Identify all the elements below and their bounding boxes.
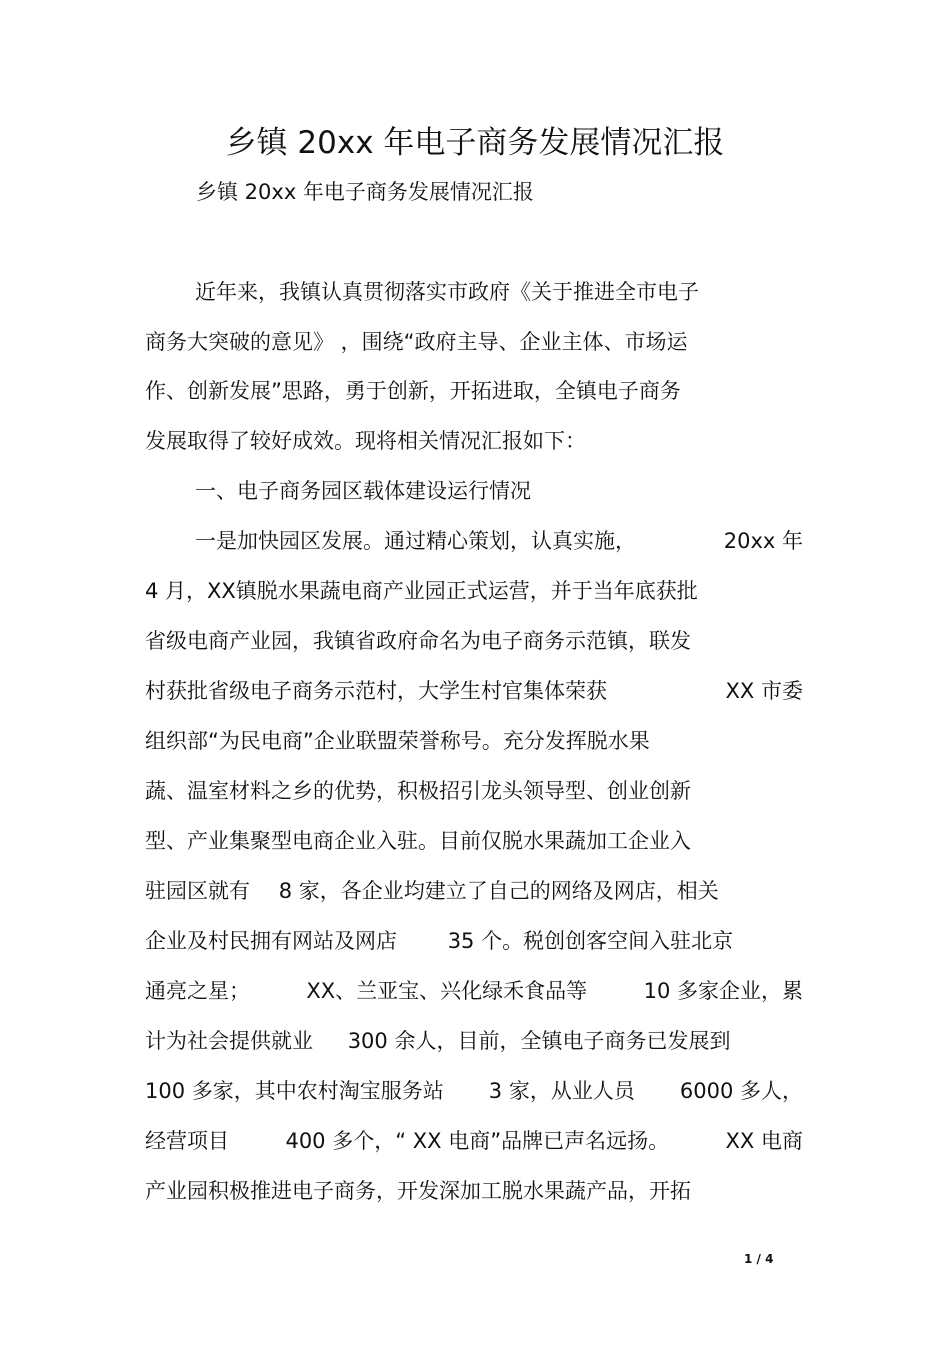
paragraph-line — [195, 523, 803, 559]
line-segment: 10 多家企业，累 — [643, 979, 803, 1003]
paragraph-line — [145, 1023, 730, 1059]
paragraph-line — [145, 873, 719, 909]
line-segment: XX、兰亚宝、兴化绿禾食品等 — [306, 979, 588, 1003]
line-segment: 经营项目 — [145, 1129, 229, 1153]
line-segment: 3 家，从业人员 — [488, 1079, 635, 1103]
line-segment: 20xx 年 — [723, 529, 803, 553]
paragraph-line: 发展取得了较好成效。现将相关情况汇报如下： — [145, 429, 586, 453]
page-number: 1 / 4 — [744, 1252, 774, 1266]
line-segment: XX 电商 — [725, 1129, 803, 1153]
paragraph-line: 省级电商产业园，我镇省政府命名为电子商务示范镇，联发 — [145, 629, 691, 653]
line-segment: XX 市委 — [725, 679, 803, 703]
document-title: 乡镇 20xx 年电子商务发展情况汇报 — [225, 125, 725, 161]
paragraph-line: 蔬、温室材料之乡的优势，积极招引龙头领导型、创业创新 — [145, 779, 691, 803]
paragraph-line — [145, 673, 803, 709]
paragraph-line: 组织部“为民电商”企业联盟荣誉称号。充分发挥脱水果 — [145, 729, 650, 753]
paragraph-line: 产业园积极推进电子商务，开发深加工脱水果蔬产品，开拓 — [145, 1179, 691, 1203]
paragraph-line — [145, 923, 733, 959]
line-segment: 300 余人，目前，全镇电子商务已发展到 — [347, 1029, 731, 1053]
line-segment: 计为社会提供就业 — [145, 1029, 313, 1053]
line-segment: 村获批省级电子商务示范村，大学生村官集体荣获 — [145, 679, 607, 703]
line-segment: 驻园区就有 — [145, 879, 250, 903]
line-segment: 100 多家，其中农村淘宝服务站 — [145, 1079, 444, 1103]
paragraph-line: 商务大突破的意见》 ，围绕“政府主导、企业主体、市场运 — [145, 330, 688, 354]
line-segment: 400 多个，“ XX 电商”品牌已声名远扬。 — [285, 1129, 670, 1153]
line-segment: 35 个。税创创客空间入驻北京 — [447, 929, 734, 953]
line-segment: 8 家，各企业均建立了自己的网络及网店，相关 — [278, 879, 719, 903]
line-segment: 企业及村民拥有网站及网店 — [145, 929, 397, 953]
paragraph-line — [145, 1073, 803, 1109]
paragraph-line: 型、产业集聚型电商企业入驻。目前仅脱水果蔬加工企业入 — [145, 829, 691, 853]
line-segment: 一是加快园区发展。通过精心策划，认真实施， — [195, 529, 636, 553]
paragraph-line — [145, 1123, 803, 1159]
line-segment: 6000 多人， — [679, 1079, 803, 1103]
line-segment: 通亮之星； — [145, 979, 250, 1003]
paragraph-line: 作、创新发展”思路，勇于创新，开拓进取，全镇电子商务 — [145, 379, 681, 403]
paragraph-line: 4 月，XX镇脱水果蔬电商产业园正式运营，并于当年底获批 — [145, 579, 698, 603]
section-heading: 一、电子商务园区载体建设运行情况 — [195, 479, 531, 503]
paragraph-line: 近年来，我镇认真贯彻落实市政府《关于推进全市电子 — [195, 280, 699, 304]
document-subtitle: 乡镇 20xx 年电子商务发展情况汇报 — [196, 180, 534, 204]
paragraph-line — [145, 973, 803, 1009]
